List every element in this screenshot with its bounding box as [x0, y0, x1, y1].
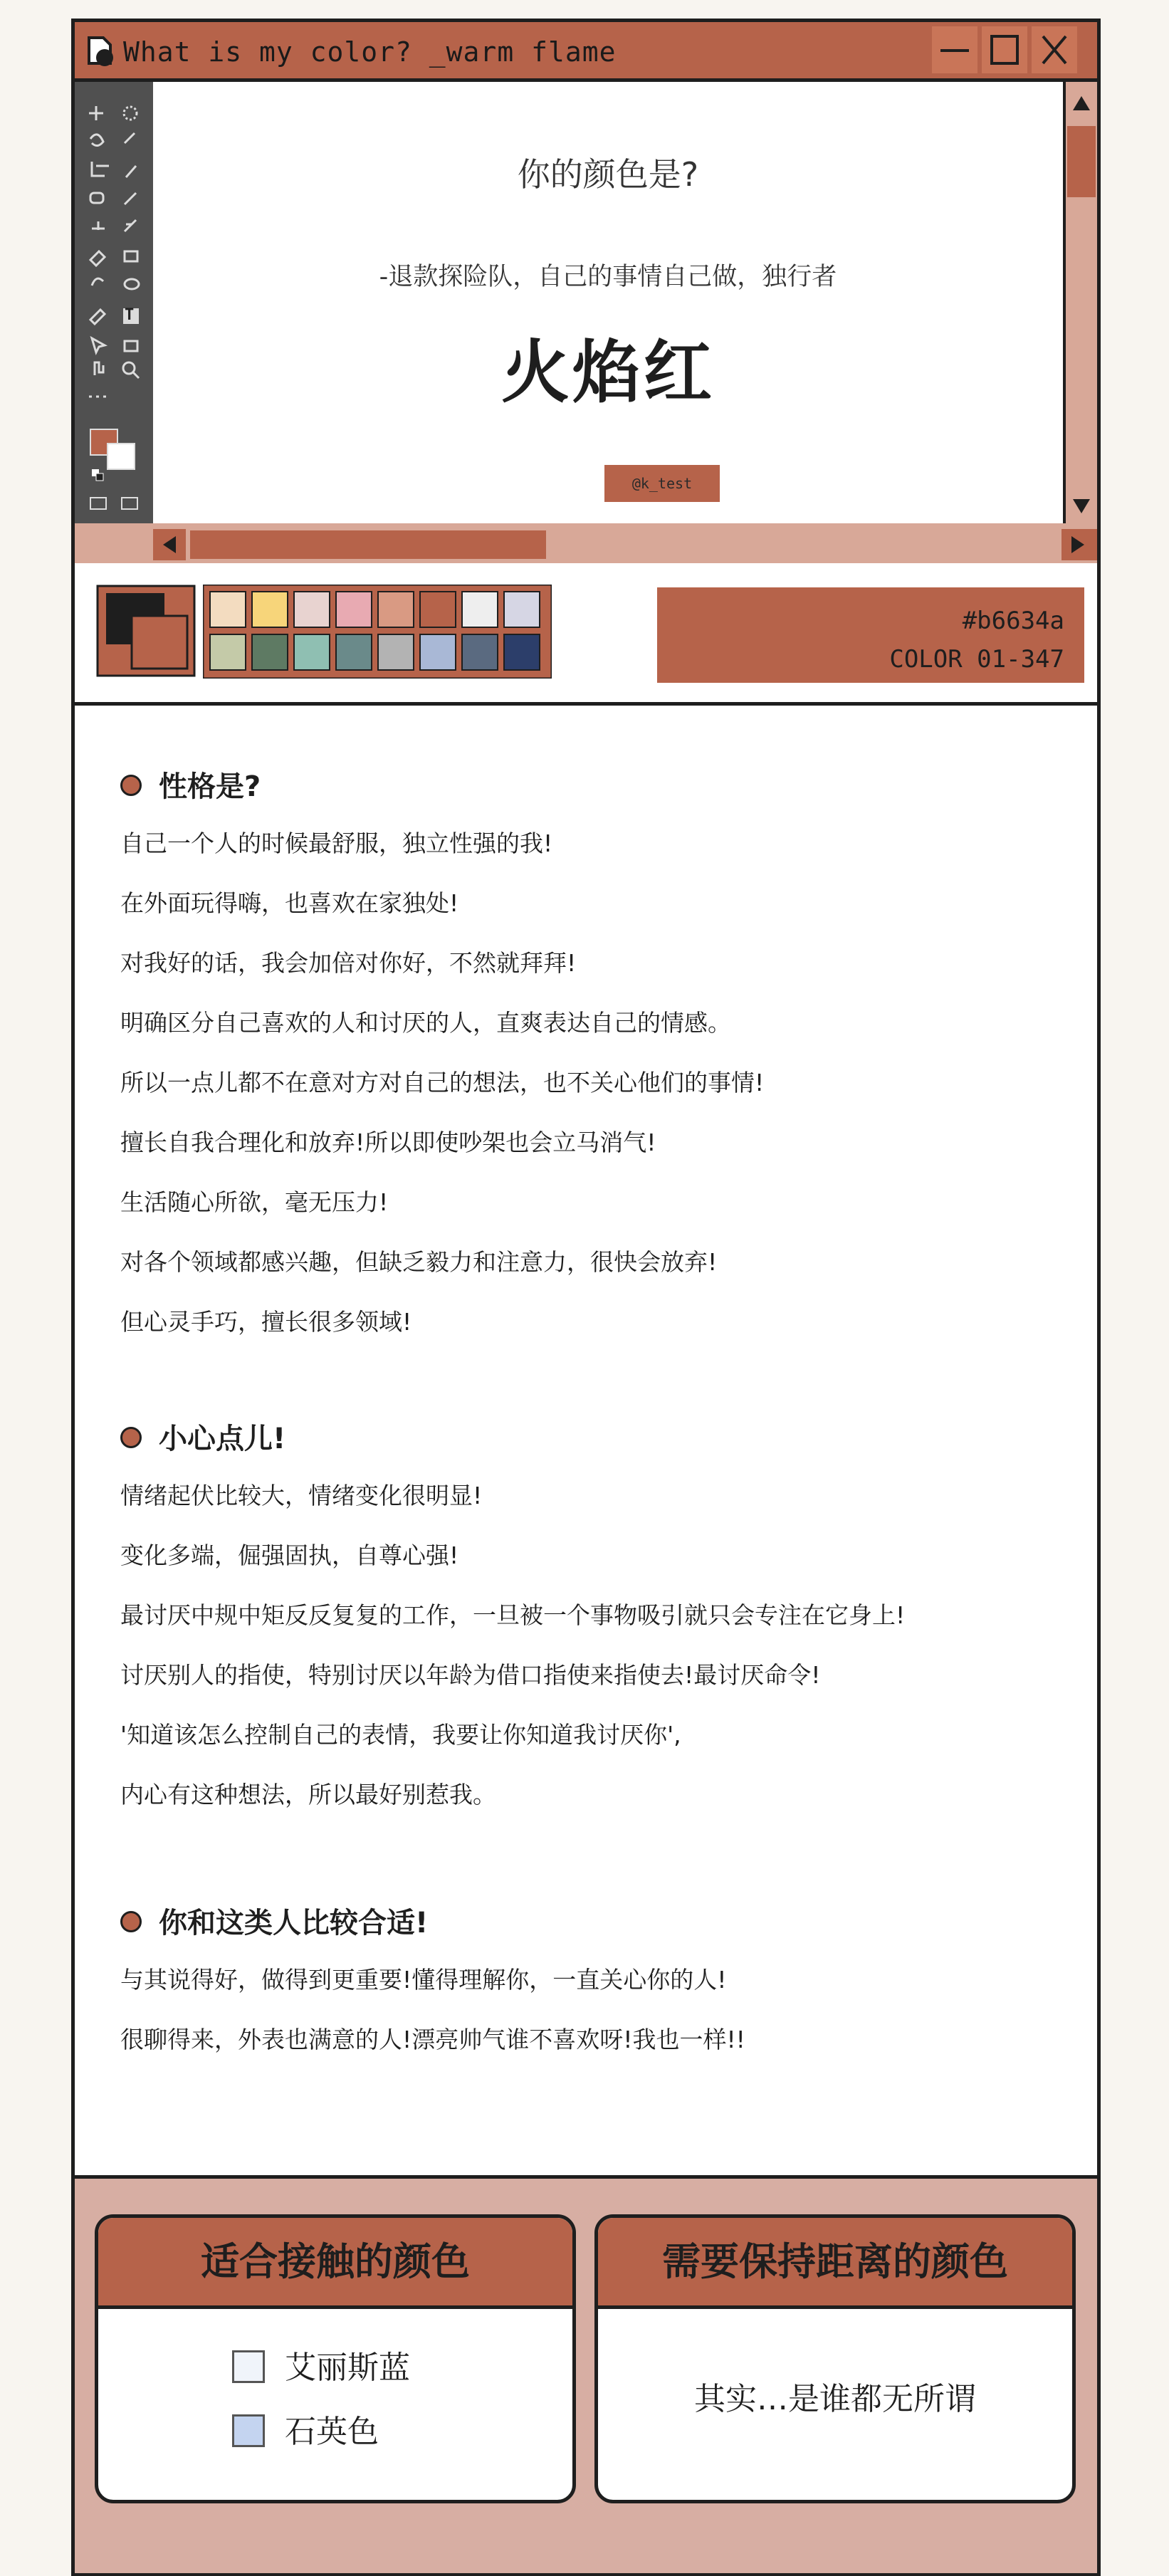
palette-swatch[interactable] [294, 592, 330, 627]
bullet-dot-icon [120, 775, 142, 796]
color-square-icon [232, 2414, 265, 2447]
personality-line: 自己一个人的时候最舒服，独立性强的我! [120, 829, 553, 857]
match-line: 与其说得好，做得到更重要!懂得理解你，一直关心你的人! [120, 1966, 727, 1994]
svg-text:T: T [125, 306, 135, 324]
personality-line: 擅长自我合理化和放弃!所以即使吵架也会立马消气! [120, 1129, 656, 1156]
palette-swatch[interactable] [294, 634, 330, 670]
bullet-dot-icon [120, 1911, 142, 1932]
palette-swatch[interactable] [210, 634, 246, 670]
good-colors-card [95, 2214, 576, 2503]
avoid-colors-title: 需要保持距离的颜色 [598, 2218, 1072, 2309]
creator-tag: @k_test [604, 465, 720, 502]
personality-line: 在外面玩得嗨，也喜欢在家独处! [120, 889, 459, 917]
palette-swatch[interactable] [336, 634, 372, 670]
personality-line: 所以一点儿都不在意对方对自己的想法，也不关心他们的事情! [120, 1069, 765, 1096]
palette-swatch[interactable] [420, 592, 456, 627]
close-button[interactable] [1032, 26, 1077, 73]
personality-line: 对我好的话，我会加倍对你好，不然就拜拜! [120, 949, 577, 977]
color-code: COLOR 01-347 [889, 645, 1064, 674]
match-line: 很聊得来，外表也满意的人!漂亮帅气谁不喜欢呀!我也一样!! [120, 2026, 745, 2053]
good-color-item: 艾丽斯蓝 [232, 2342, 410, 2387]
personality-line: 但心灵手巧，擅长很多领域! [120, 1308, 412, 1336]
bullet-dot-icon [120, 1427, 142, 1448]
avoid-colors-card [594, 2214, 1076, 2503]
palette-swatch[interactable] [210, 592, 246, 627]
canvas-area [153, 82, 1101, 523]
avoid-colors-text: 其实…是谁都无所谓 [694, 2381, 976, 2417]
horizontal-scroll-graphics [153, 523, 1097, 563]
good-colors-title: 适合接触的颜色 [98, 2218, 572, 2309]
result-subtitle: -退款探险队，自己的事情自己做，独行者 [379, 263, 837, 291]
horizontal-scroll-left-band [75, 523, 153, 563]
personality-line: 明确区分自己喜欢的人和讨厌的人，直爽表达自己的情感。 [120, 1009, 731, 1037]
personality-line: 对各个领域都感兴趣，但缺乏毅力和注意力，很快会放弃! [120, 1248, 718, 1276]
caution-line: '知道该怎么控制自己的表情，我要让你知道我讨厌你', [120, 1721, 681, 1749]
personality-line: 生活随心所欲，毫无压力! [120, 1188, 389, 1216]
hex-value: #b6634a [962, 607, 1064, 635]
palette-swatch[interactable] [504, 592, 540, 627]
horizontal-scrollbar[interactable] [153, 523, 1097, 563]
caution-line: 变化多端，倔强固执，自尊心强! [120, 1541, 459, 1569]
color-code-box [657, 587, 1084, 683]
palette-swatch[interactable] [462, 634, 498, 670]
color-square-icon [232, 2350, 265, 2383]
footer-bar [75, 2573, 1097, 2576]
caution-line: 讨厌别人的指使，特别讨厌以年龄为借口指使来指使去!最讨厌命令! [120, 1661, 821, 1689]
palette-strip [75, 563, 1097, 706]
color-swatch-grid[interactable] [203, 585, 552, 679]
tools-icon-grid[interactable] [75, 82, 153, 523]
vertical-scrollbar[interactable] [1063, 82, 1097, 528]
caution-line: 最讨厌中规中矩反反复复的工作，一旦被一个事物吸引就只会专注在它身上! [120, 1601, 906, 1629]
caution-line: 情绪起伏比较大，情绪变化很明显! [120, 1482, 483, 1509]
palette-swatch[interactable] [504, 634, 540, 670]
color-compatibility-panel [75, 2175, 1097, 2576]
section-title-personality: 性格是? [120, 764, 261, 805]
maximize-icon [982, 26, 1027, 73]
result-question: 你的颜色是? [517, 155, 699, 194]
close-icon [1032, 26, 1077, 73]
minimize-button[interactable] [932, 26, 977, 73]
palette-swatch[interactable] [378, 634, 414, 670]
maximize-button[interactable] [982, 26, 1027, 73]
app-window [71, 19, 1101, 2576]
palette-swatch[interactable] [252, 634, 288, 670]
color-name: 火焰红 [501, 333, 715, 412]
palette-swatch[interactable] [462, 592, 498, 627]
title-bar [75, 22, 1097, 82]
palette-swatch[interactable] [336, 592, 372, 627]
foreground-background-swatch[interactable] [96, 585, 196, 677]
good-color-item: 石英色 [232, 2406, 379, 2451]
palette-swatch[interactable] [252, 592, 288, 627]
caution-line: 内心有这种想法，所以最好别惹我。 [120, 1781, 496, 1808]
minimize-icon [932, 26, 977, 73]
palette-swatch[interactable] [378, 592, 414, 627]
section-title-match: 你和这类人比较合适! [120, 1900, 428, 1941]
vertical-scroll-graphics [1066, 82, 1097, 525]
window-title: What is my color? _warm flame [123, 36, 617, 68]
document-icon [86, 35, 115, 66]
palette-swatch[interactable] [420, 634, 456, 670]
description-content [75, 706, 1097, 2194]
tool-palette [75, 82, 153, 523]
section-title-caution: 小心点儿! [120, 1416, 285, 1457]
